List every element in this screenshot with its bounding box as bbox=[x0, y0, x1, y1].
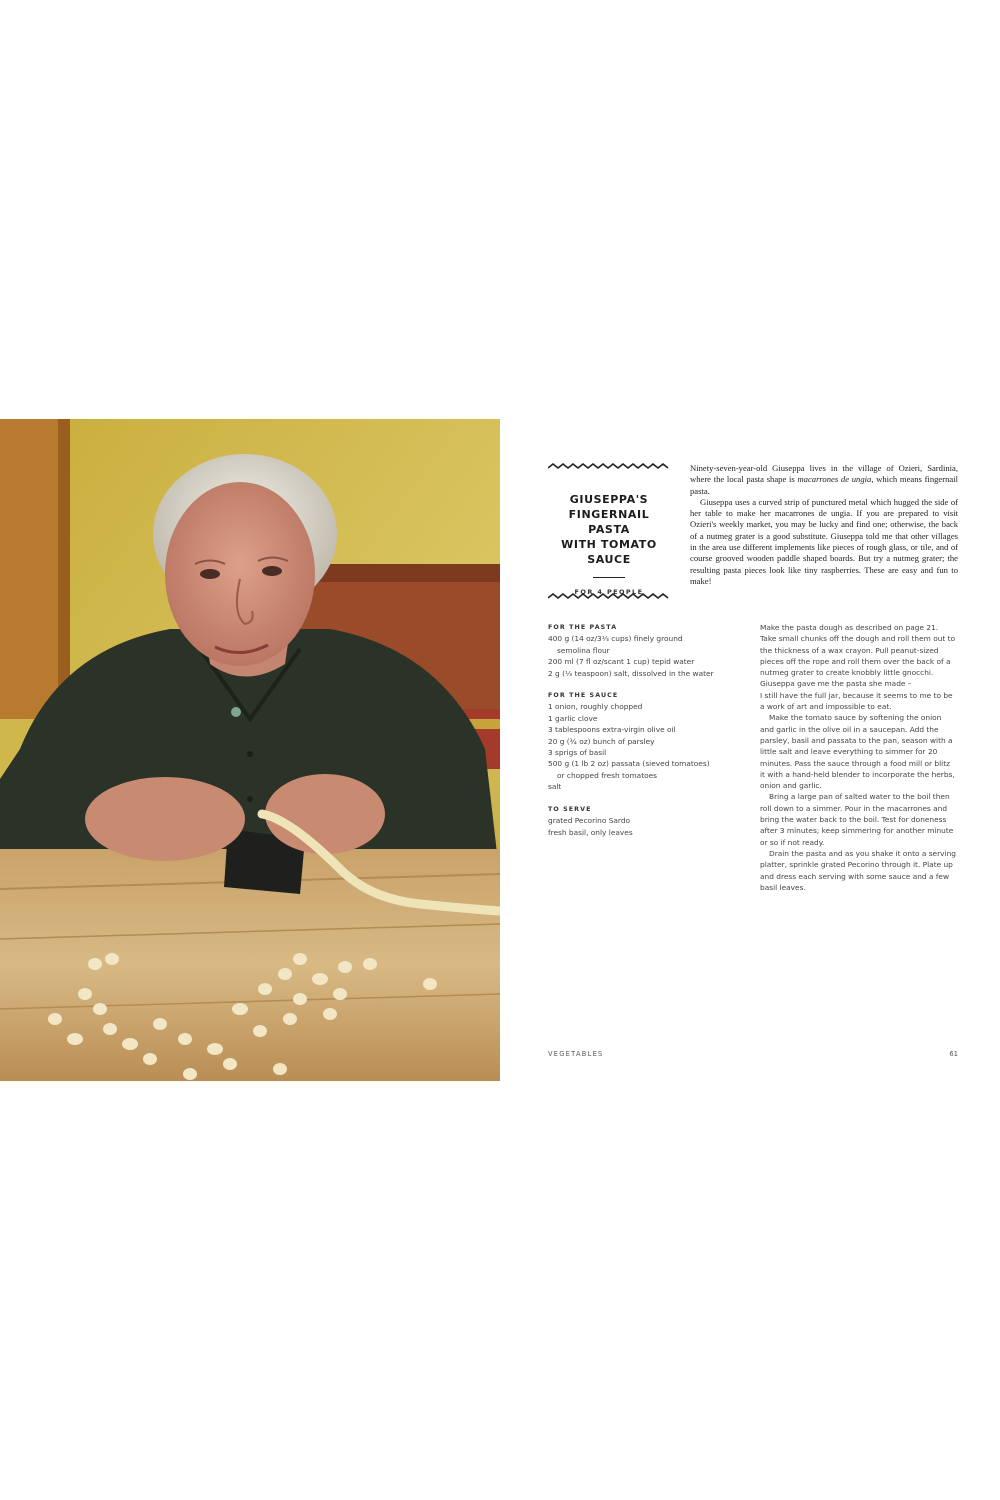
page-number: 61 bbox=[949, 1050, 958, 1058]
recipe-title-line-3: WITH TOMATO SAUCE bbox=[561, 538, 657, 566]
ingredient-item: 500 g (1 lb 2 oz) passata (sieved tomatoes) or chopped fresh tomatoes bbox=[548, 759, 710, 780]
ingredient-item: 200 ml (7 fl oz/scant 1 cup) tepid water bbox=[548, 657, 695, 667]
ingredients-list bbox=[548, 622, 718, 849]
intro-paragraph-1 bbox=[690, 463, 958, 497]
recipe-title bbox=[548, 492, 670, 567]
ingredient-item: 2 g (⅓ teaspoon) salt, dissolved in the water bbox=[548, 668, 714, 678]
method-paragraph-2: Make the tomato sauce by softening the onion and garlic in the olive oil in a saucepan. Add the parsley, basil and passata to the pan, season with a little salt and leave everything to simmer for 20 minutes. Pass the sauce through a food mill or blitz it with a hand-held blender to incorporate the herbs, onion and garlic. bbox=[760, 713, 955, 791]
zigzag-divider-top bbox=[548, 462, 670, 470]
intro-p1-emphasis: macarrones de ungia bbox=[797, 474, 872, 485]
intro-p1-text: Ninety-seven-year-old Giuseppa lives in the village of Ozieri, Sardinia, where the local pasta shape is bbox=[690, 463, 958, 485]
ingredient-heading: FOR THE SAUCE bbox=[548, 692, 619, 700]
ingredient-item: 400 g (14 oz/3⅓ cups) finely ground semolina flour bbox=[548, 634, 683, 655]
ingredient-item: 1 garlic clove bbox=[548, 713, 598, 723]
method-paragraph-1b: I still have the full jar, because it seems to me to be a work of art and impossible to eat. bbox=[760, 690, 953, 712]
title-rule bbox=[593, 577, 625, 578]
ingredient-group-sauce bbox=[548, 690, 718, 793]
ingredient-item: fresh basil, only leaves bbox=[548, 827, 633, 837]
ingredient-heading: FOR THE PASTA bbox=[548, 624, 618, 631]
method-paragraph-4: Drain the pasta and as you shake it onto a serving platter, sprinkle grated Pecorino through it. Plate up and dress each serving with some sauce and a few basil leaves. bbox=[760, 848, 956, 892]
ingredient-item: salt bbox=[548, 782, 562, 792]
zigzag-divider-bottom bbox=[548, 592, 670, 600]
photo-giuseppa-making-pasta bbox=[0, 419, 500, 1081]
intro-paragraph-2: Giuseppa uses a curved strip of punctured metal which hugged the side of her table to make her macarrones de ungia. If you are prepared to visit Ozieri's weekly market, you may be lucky and find one; otherwise, the back of a nutmeg grater is a good substitute. Giuseppa told me that other villages in the area use different implements like pieces of rough glass, or tile, and of course grooved wooden paddle shaped boards. But try a nutmeg grater; the resulting pasta pieces look like tiny raspberries. These are easy and fun to make! bbox=[690, 496, 958, 586]
intro-text bbox=[690, 463, 958, 587]
method-paragraph-1: Make the pasta dough as described on page 21. Take small chunks off the dough and roll them out to the thickness of a wax crayon. Pull peanut-sized pieces off the rope and roll them over the back of a nutmeg grater to create knobbly little gnocchi. Giuseppa gave me the pasta she made – bbox=[760, 623, 956, 689]
servings-label: FOR 4 PEOPLE bbox=[574, 588, 644, 596]
intro-p1-text-end: , which means fingernail pasta. bbox=[690, 474, 958, 496]
ingredient-item: 20 g (¾ oz) bunch of parsley bbox=[548, 736, 655, 746]
recipe-title-line-2: FINGERNAIL PASTA bbox=[568, 508, 650, 536]
recipe-title-line-1: GIUSEPPA'S bbox=[569, 493, 649, 506]
ingredient-group-serve bbox=[548, 804, 718, 838]
method-text bbox=[760, 622, 956, 893]
ingredient-item: 3 tablespoons extra-virgin olive oil bbox=[548, 725, 676, 735]
footer-section-name: VEGETABLES bbox=[548, 1050, 604, 1058]
ingredient-item: grated Pecorino Sardo bbox=[548, 816, 631, 826]
recipe-title-block bbox=[548, 462, 670, 596]
method-paragraph-3: Bring a large pan of salted water to the boil then roll down to a simmer. Pour in the macarrones and bring the water back to the boil. Test for doneness after 3 minutes; keep simmering for another minute or so if not ready. bbox=[760, 792, 954, 847]
photo-illustration bbox=[0, 419, 500, 1081]
ingredient-item: 1 onion, roughly chopped bbox=[548, 702, 643, 712]
ingredient-heading: TO SERVE bbox=[548, 805, 592, 813]
ingredient-item: 3 sprigs of basil bbox=[548, 748, 607, 758]
ingredient-group-pasta bbox=[548, 622, 718, 679]
